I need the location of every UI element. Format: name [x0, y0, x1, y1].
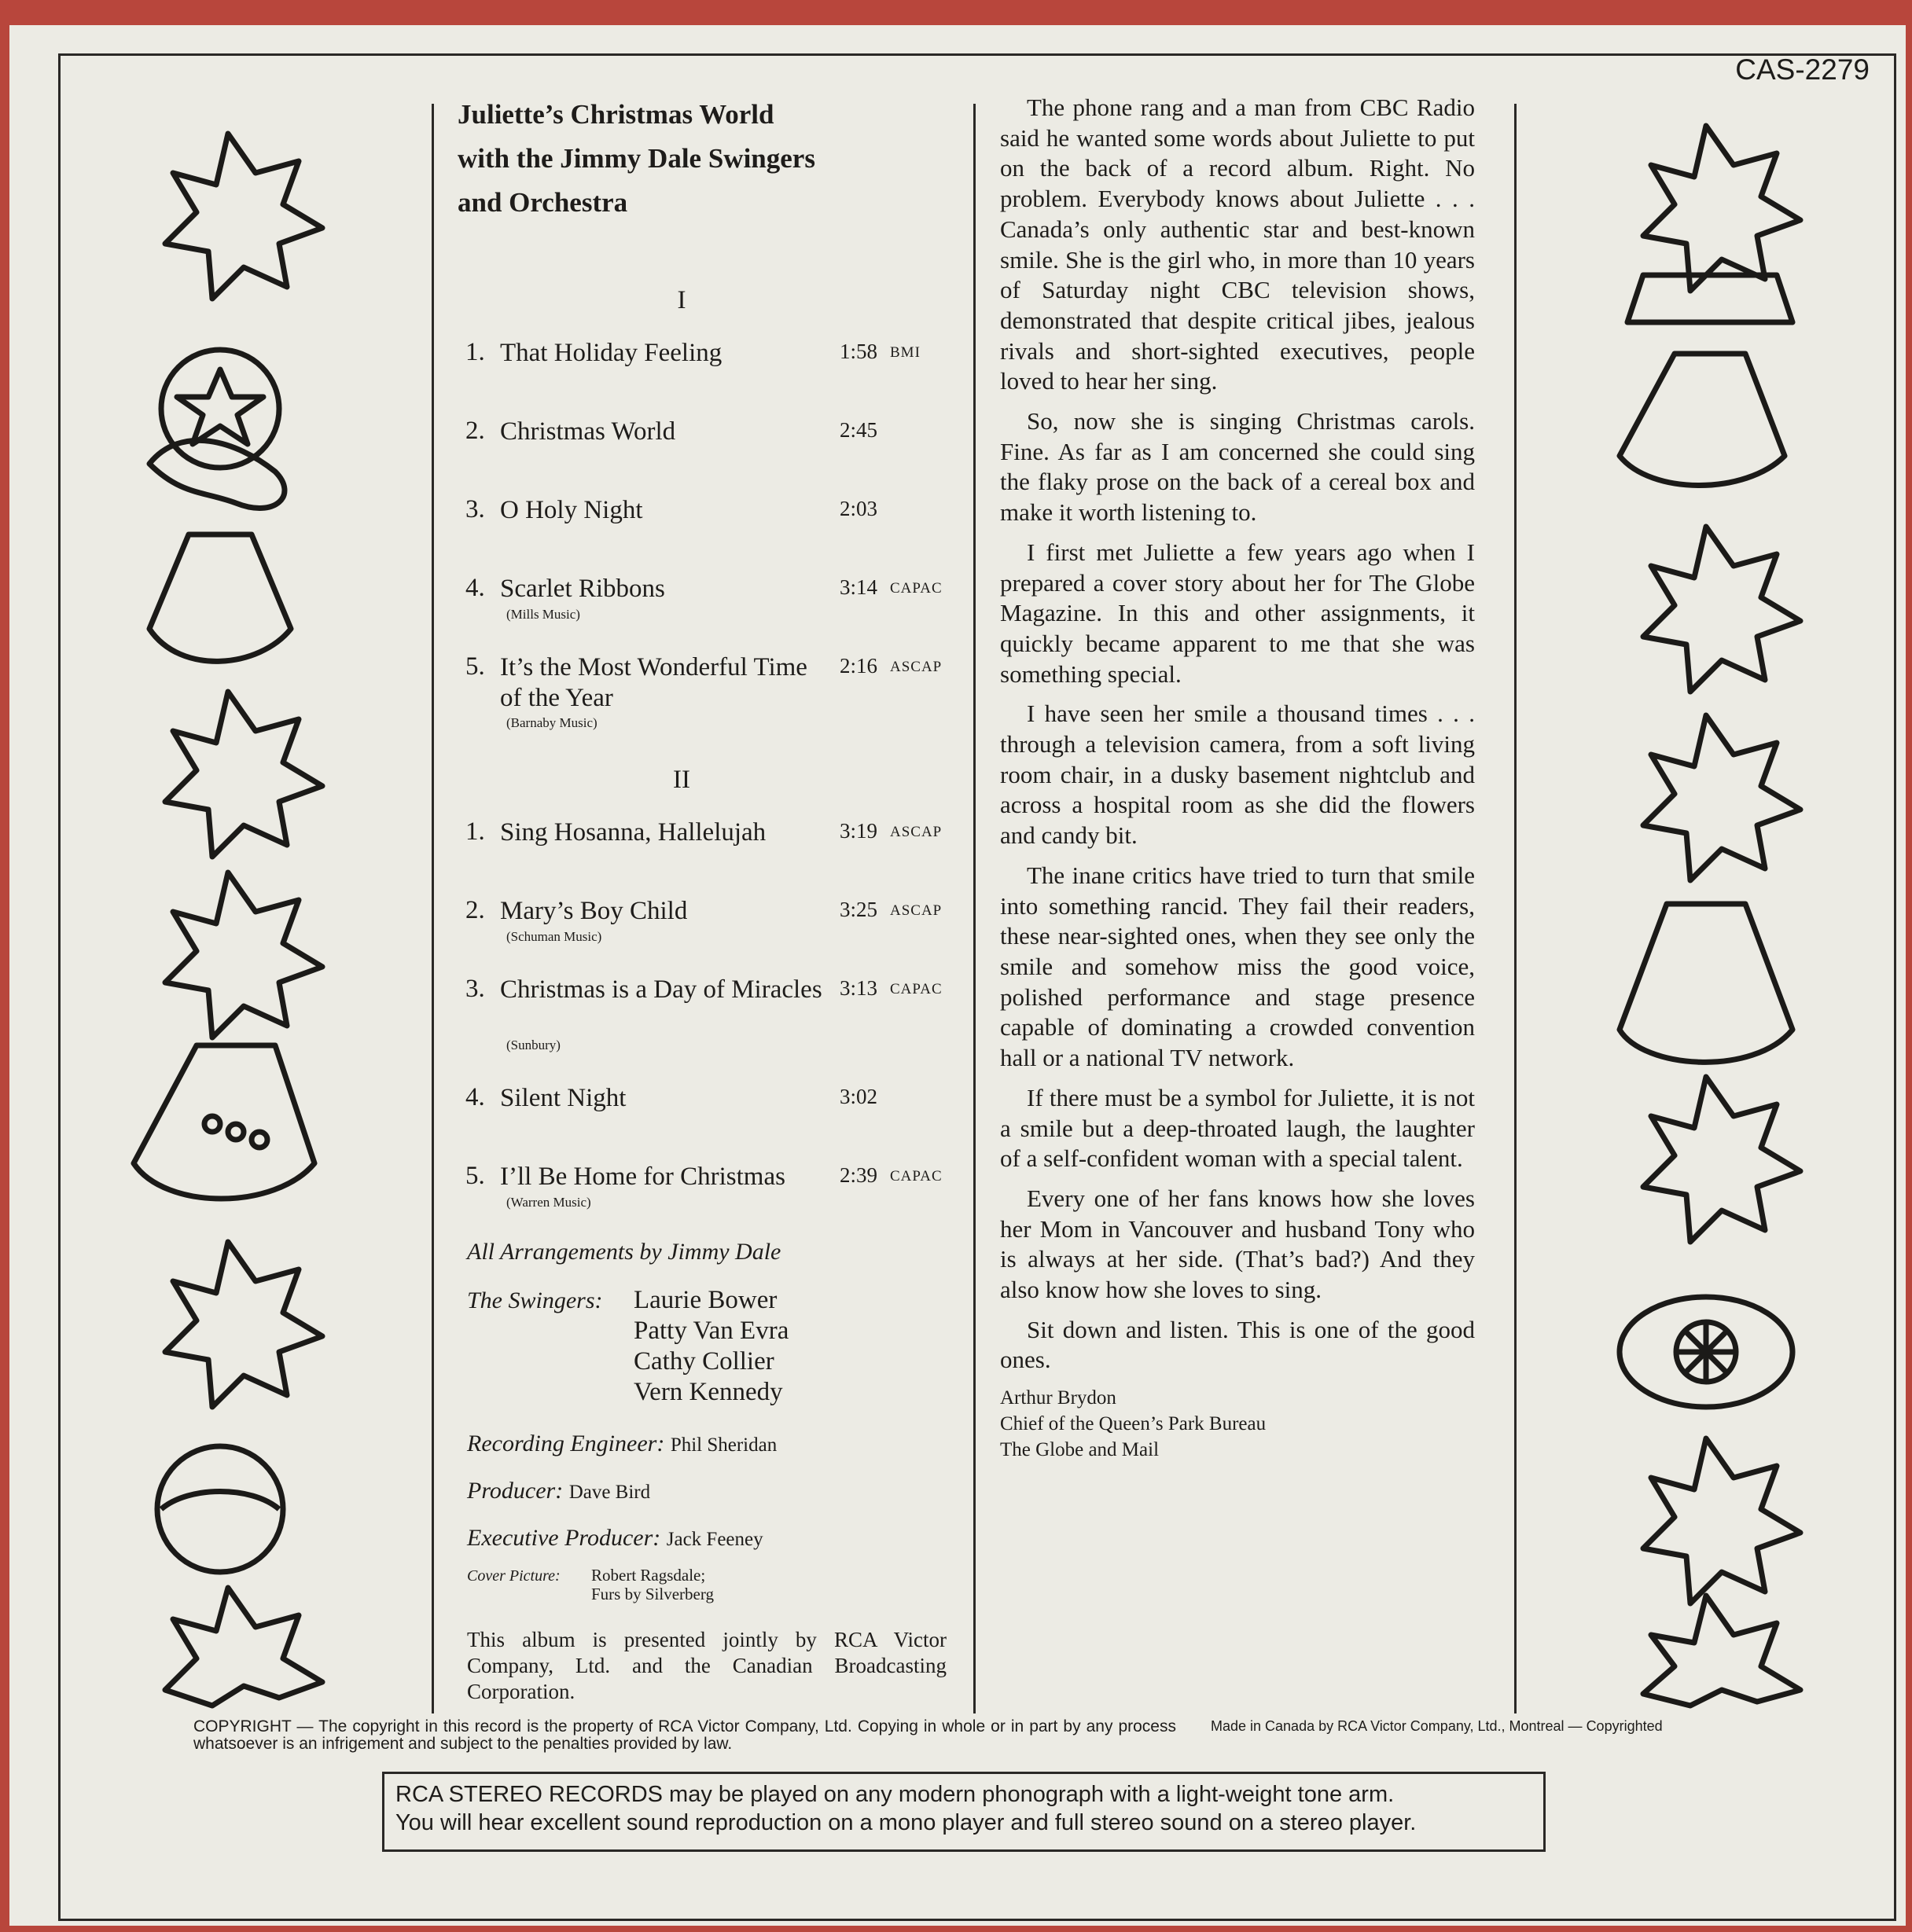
- liner-paragraph: Every one of her fans knows how she loves her Mom in Vancouver and husband Tony who is always at her side. (That’s bad?) And they also know how she loves to sing.: [1000, 1184, 1475, 1304]
- track-license: CAPAC: [890, 1168, 943, 1185]
- track-license: ASCAP: [890, 659, 943, 675]
- swinger-name: Laurie Bower: [634, 1286, 778, 1314]
- track-title: I’ll Be Home for Christmas: [500, 1163, 785, 1191]
- track-title: Silent Night: [500, 1084, 627, 1112]
- column-divider-right: [1514, 104, 1517, 1713]
- joint-statement: This album is presented jointly by RCA Victor Company, Ltd. and the Canadian Broadcasting Corporation.: [467, 1628, 947, 1703]
- liner-notes: [1000, 93, 1475, 1463]
- track-row: [465, 817, 969, 896]
- track-number: 1.: [465, 338, 485, 366]
- track-row: [465, 417, 969, 495]
- author-title: Chief of the Queen’s Park Bureau: [1000, 1413, 1267, 1435]
- track-title: O Holy Night: [500, 496, 643, 524]
- swinger-name: Cathy Collier: [634, 1347, 774, 1376]
- copyright-notice: COPYRIGHT — The copyright in this record is the property of RCA Victor Company, Ltd. Copying in whole or in part by any process whatsoever is an infrigement and subject to the penalties provided by law.: [193, 1717, 1176, 1753]
- track-publisher: (Warren Music): [506, 1195, 591, 1210]
- cover-picture-names: Robert Ragsdale; Furs by Silverberg: [591, 1566, 714, 1603]
- track-title: Christmas is a Day of Miracles: [500, 975, 822, 1004]
- track-row: [465, 975, 969, 1053]
- track-duration: 3:02: [840, 1085, 878, 1108]
- liner-paragraph: I first met Juliette a few years ago when I prepared a cover story about her for The Globe Magazine. In this and other assignments, it quickly became apparent to me that she was something special.: [1000, 538, 1475, 688]
- track-list-column: [458, 93, 961, 225]
- engineer-credit: Recording Engineer: Phil Sheridan: [467, 1431, 778, 1456]
- track-title: Mary’s Boy Child: [500, 897, 688, 925]
- liner-paragraph: The inane critics have tried to turn that smile into something rancid. They fail their readers, these near-sighted ones, when they see only the smile and somehow miss the good voice, polished performance and stage presence capable of dominating a crowded convention hall or a national TV network.: [1000, 861, 1475, 1072]
- track-number: 2.: [465, 896, 485, 924]
- swingers-label: The Swingers:: [467, 1287, 603, 1313]
- track-duration: 2:45: [840, 418, 878, 442]
- holly-garland-left-icon: [118, 126, 338, 1713]
- track-row: [465, 896, 969, 975]
- track-number: 3.: [465, 495, 485, 523]
- track-duration: 3:25: [840, 898, 878, 921]
- track-duration: 3:14: [840, 575, 878, 599]
- stereo-notice-box: [382, 1772, 1546, 1852]
- holly-garland-right-icon: [1596, 118, 1816, 1713]
- album-title-line: with the Jimmy Dale Swingers: [458, 143, 815, 174]
- column-divider-left: [432, 104, 434, 1713]
- track-number: 4.: [465, 574, 485, 602]
- stereo-notice-line: You will hear excellent sound reproduction on a mono player and full stereo sound on a stereo player.: [395, 1810, 1417, 1835]
- track-title: It’s the Most Wonderful Time of the Year: [500, 653, 807, 712]
- album-title-line: Juliette’s Christmas World: [458, 99, 774, 130]
- album-title-line: and Orchestra: [458, 187, 628, 218]
- author-publication: The Globe and Mail: [1000, 1439, 1160, 1461]
- track-row: [465, 652, 969, 731]
- cover-picture-credit: Cover Picture:: [467, 1567, 561, 1585]
- liner-paragraph: Sit down and listen. This is one of the good ones.: [1000, 1315, 1475, 1374]
- stereo-notice-line: RCA STEREO RECORDS may be played on any modern phonograph with a light-weight tone arm.: [395, 1782, 1395, 1807]
- track-publisher: (Barnaby Music): [506, 715, 598, 730]
- track-title: That Holiday Feeling: [500, 339, 723, 367]
- column-divider-center: [973, 104, 976, 1713]
- track-number: 3.: [465, 975, 485, 1003]
- catalog-number: CAS-2279: [1735, 53, 1870, 86]
- track-license: CAPAC: [890, 981, 943, 997]
- liner-paragraph: If there must be a symbol for Juliette, it is not a smile but a deep-throated laugh, the laughter of a self-confident woman with a special talent.: [1000, 1083, 1475, 1173]
- track-publisher: (Mills Music): [506, 607, 580, 622]
- track-row: [465, 574, 969, 652]
- made-in-canada-notice: Made in Canada by RCA Victor Company, Ltd., Montreal — Copyrighted: [1211, 1718, 1663, 1734]
- track-number: 5.: [465, 652, 485, 681]
- executive-producer-credit: Executive Producer: Jack Feeney: [467, 1525, 763, 1551]
- track-license: ASCAP: [890, 824, 943, 840]
- credits-block: [467, 1239, 970, 1710]
- liner-paragraph: I have seen her smile a thousand times . . . through a television camera, from a soft living room chair, in a dusky basement nightclub and across a hospital room as she did the flowers and candy bit.: [1000, 700, 1475, 850]
- side-one-label: I: [677, 286, 686, 314]
- track-publisher: (Sunbury): [506, 1038, 561, 1052]
- track-number: 4.: [465, 1083, 485, 1111]
- author-signature: [1000, 1385, 1475, 1463]
- track-title: Sing Hosanna, Hallelujah: [500, 818, 767, 847]
- track-duration: 3:19: [840, 819, 878, 843]
- swinger-name: Patty Van Evra: [634, 1317, 789, 1345]
- swinger-name: Vern Kennedy: [634, 1378, 783, 1406]
- track-number: 5.: [465, 1162, 485, 1190]
- track-duration: 2:16: [840, 654, 878, 678]
- track-license: CAPAC: [890, 580, 943, 597]
- liner-paragraph: So, now she is singing Christmas carols. Fine. As far as I am concerned she could sing the flaky prose on the back of a cereal box and make it worth listening to.: [1000, 407, 1475, 527]
- track-row: [465, 338, 969, 417]
- arrangements-credit: All Arrangements by Jimmy Dale: [467, 1239, 781, 1265]
- track-duration: 2:39: [840, 1163, 878, 1187]
- track-publisher: (Schuman Music): [506, 929, 602, 944]
- track-duration: 1:58: [840, 340, 878, 363]
- track-number: 2.: [465, 417, 485, 445]
- track-row: [465, 1162, 969, 1240]
- track-title: Scarlet Ribbons: [500, 575, 665, 603]
- track-title: Christmas World: [500, 417, 676, 446]
- track-license: BMI: [890, 344, 921, 361]
- track-row: [465, 495, 969, 574]
- track-license: ASCAP: [890, 902, 943, 919]
- side-two-label: II: [673, 766, 690, 794]
- author-name: Arthur Brydon: [1000, 1387, 1116, 1409]
- track-duration: 3:13: [840, 976, 878, 1000]
- track-row: [465, 1083, 969, 1162]
- album-title: [458, 93, 961, 225]
- track-duration: 2:03: [840, 497, 878, 520]
- track-number: 1.: [465, 817, 485, 846]
- producer-credit: Producer: Dave Bird: [467, 1478, 651, 1504]
- liner-paragraph: The phone rang and a man from CBC Radio said he wanted some words about Juliette to put on the back of a record album. Right. No problem. Everybody knows about Juliette . . . Canada’s only authentic star and best-known smile. She is the girl who, in more than 10 years of Saturday night CBC television shows, demonstrated that despite critical jibes, jealous rivals and short-sighted executives, people loved to hear her sing.: [1000, 94, 1475, 395]
